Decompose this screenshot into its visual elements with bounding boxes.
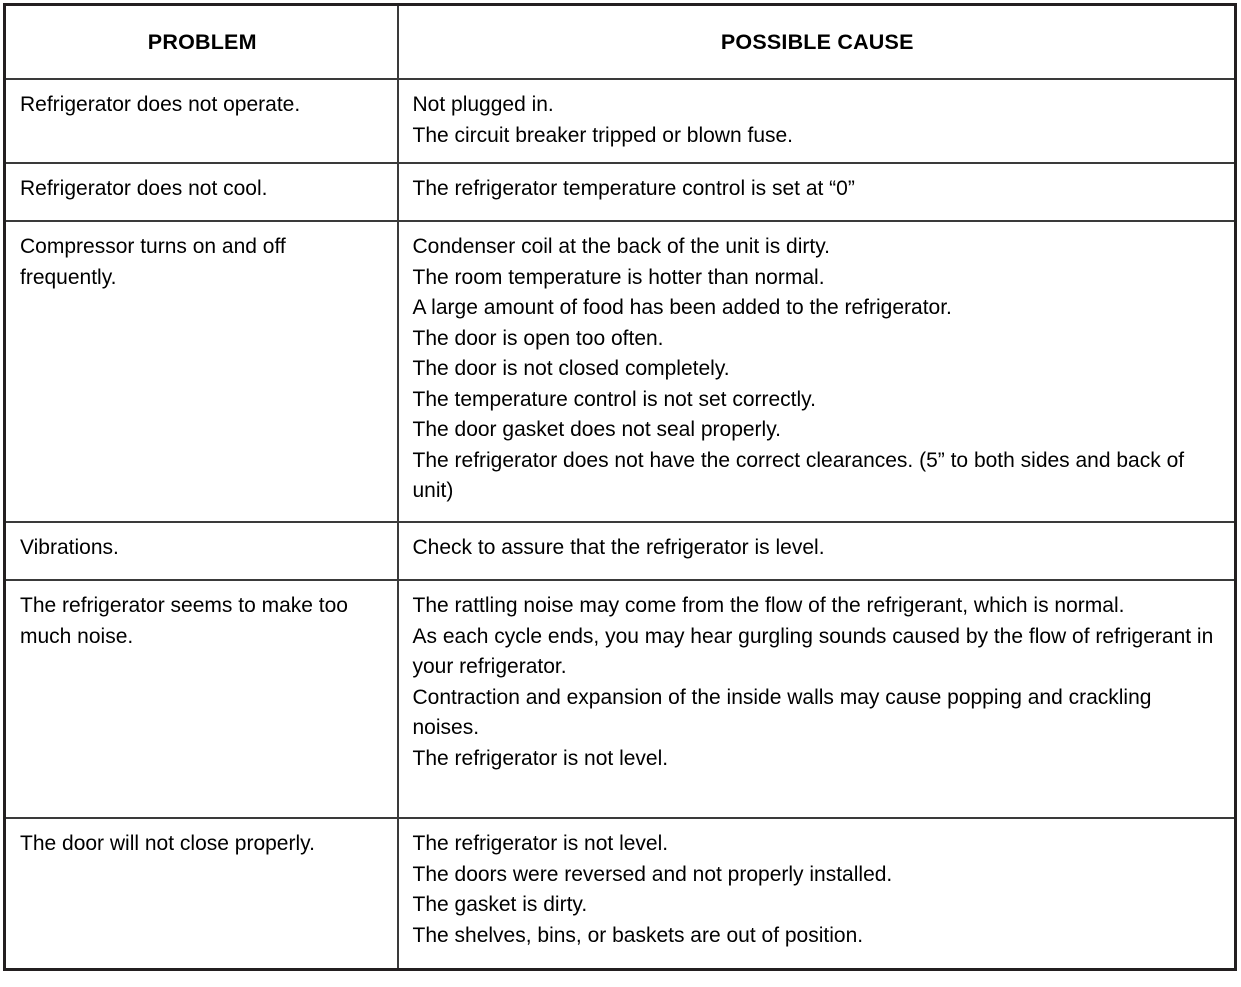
cause-cell xyxy=(398,221,1236,522)
cause-line-list xyxy=(413,90,1223,151)
table-body xyxy=(5,79,1236,970)
cause-line: Condenser coil at the back of the unit is dirty. xyxy=(412,235,830,258)
problem-cell: Refrigerator does not cool. xyxy=(5,163,398,221)
cause-line: The refrigerator is not level. xyxy=(412,832,669,855)
cause-line: Contraction and expansion of the inside walls may cause popping and crackling noises. xyxy=(412,685,1152,739)
problem-cell: The door will not close properly. xyxy=(5,818,398,970)
cause-cell xyxy=(398,79,1236,163)
cause-line: As each cycle ends, you may hear gurgling sounds caused by the flow of refrigerant in your refrigerator. xyxy=(412,624,1214,678)
cause-line-list xyxy=(413,829,1223,951)
table-header xyxy=(5,5,1236,80)
cause-line-list xyxy=(413,591,1223,774)
problem-cell: Refrigerator does not operate. xyxy=(5,79,398,163)
cause-line-list xyxy=(413,232,1223,507)
table-row xyxy=(5,522,1236,580)
cause-line: The shelves, bins, or baskets are out of position. xyxy=(412,923,864,947)
table-row xyxy=(5,580,1236,818)
cause-line: Not plugged in. xyxy=(412,93,554,116)
cause-line: The refrigerator temperature control is set at “0” xyxy=(412,177,855,200)
column-header-problem: PROBLEM xyxy=(5,5,398,80)
table-row xyxy=(5,221,1236,522)
cause-cell xyxy=(398,522,1236,580)
cause-line: The refrigerator does not have the correct clearances. (5” to both sides and back of unit) xyxy=(412,448,1185,502)
cause-line: The gasket is dirty. xyxy=(412,893,588,916)
troubleshooting-table-container xyxy=(3,3,1237,982)
cause-line: The room temperature is hotter than normal. xyxy=(412,265,825,289)
cause-line: The temperature control is not set correctly. xyxy=(412,387,816,411)
cause-line: A large amount of food has been added to the refrigerator. xyxy=(412,296,952,319)
table-row xyxy=(5,818,1236,970)
cause-line: The door is open too often. xyxy=(412,326,664,350)
cause-line-list xyxy=(413,174,1223,205)
column-header-possible-cause: POSSIBLE CAUSE xyxy=(398,5,1236,80)
cause-cell xyxy=(398,818,1236,970)
cause-line-list xyxy=(413,533,1223,564)
cause-line: The refrigerator is not level. xyxy=(412,746,669,770)
troubleshooting-table xyxy=(3,3,1237,971)
problem-cell: The refrigerator seems to make too much noise. xyxy=(5,580,398,818)
cause-line: Check to assure that the refrigerator is level. xyxy=(412,536,825,559)
table-header-row xyxy=(5,5,1236,80)
cause-line: The rattling noise may come from the flow of the refrigerant, which is normal. xyxy=(412,594,1125,617)
problem-cell: Compressor turns on and off frequently. xyxy=(5,221,398,522)
table-row xyxy=(5,163,1236,221)
cause-cell xyxy=(398,163,1236,221)
table-row xyxy=(5,79,1236,163)
cause-line: The circuit breaker tripped or blown fuse. xyxy=(412,123,794,147)
cause-line: The door gasket does not seal properly. xyxy=(412,418,781,441)
problem-cell: Vibrations. xyxy=(5,522,398,580)
cause-line: The door is not closed completely. xyxy=(412,357,730,380)
cause-line: The doors were reversed and not properly installed. xyxy=(412,862,893,886)
cause-cell xyxy=(398,580,1236,818)
